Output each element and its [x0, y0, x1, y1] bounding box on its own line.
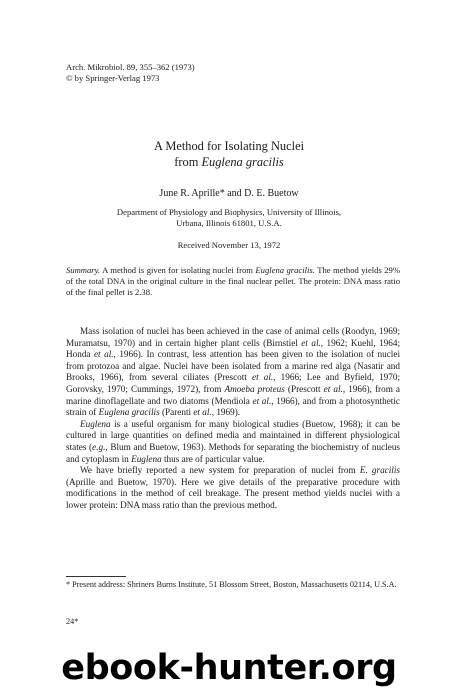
- title-line-2: [0, 154, 458, 170]
- summary-species: Euglena gracilis.: [255, 265, 315, 275]
- paragraph-1: Mass isolation of nuclei has been achieved in the case of animal cells (Roodyn, 1969; Muramatsu, 1970) and in certain higher plant cells (Birnstiel et al., 1962; Kuehl, 1964; Honda et al., 1966). In contrast, less attention has been given to the isolation of nuclei from protozoa and algae. Nuclei have been isolated from a marine red alga (Nasatir and Brooks, 1966), from several ciliates (Prescott et al., 1966; Lee and Byfield, 1970; Gorovsky, 1970; Cummings, 1972), from Amoeba proteus (Prescott et al., 1966), from a marine dinoflagellate and two diatoms (Mendiola et al., 1966), and from a photosynthetic strain of Euglena gracilis (Parenti et al., 1969).: [66, 326, 401, 418]
- page-signature: 24*: [66, 617, 79, 626]
- affiliation-line-2: Urbana, Illinois 61801, U.S.A.: [176, 218, 282, 228]
- copyright-line: © by Springer-Verlag 1973: [66, 73, 160, 83]
- affiliation-line-1: Department of Physiology and Biophysics, University of Illinois,: [116, 207, 342, 217]
- body-text: [66, 326, 400, 512]
- summary-text: A method is given for isolating nuclei from: [100, 265, 256, 275]
- watermark-banner: ebook-hunter.org: [0, 646, 458, 690]
- title-species: Euglena gracilis: [201, 155, 284, 169]
- journal-citation: Arch. Mikrobiol. 89, 355–362 (1973): [66, 62, 195, 72]
- received-date: Received November 13, 1972: [177, 240, 281, 250]
- title-prefix: from: [174, 155, 202, 169]
- summary: [66, 265, 400, 297]
- title-line-1: A Method for Isolating Nuclei: [153, 139, 305, 153]
- summary-text: The method yields 29% of the total DNA in the original culture in the final nuclear pellet. The protein: DNA mass ratio of the final pellet is 2.38.: [66, 265, 400, 297]
- paragraph-2: Euglena is a useful organism for many biological studies (Buetow, 1968); it can be cultured in large quantities on defined media and maintained in different physiological states (e.g., Blum and Buetow, 1963). Methods for separating the biochemistry of nucleus and cytoplasm in Euglena thus are of particular value.: [66, 418, 400, 464]
- paper-title: [0, 138, 458, 170]
- affiliation: [0, 207, 458, 229]
- paragraph-3: We have briefly reported a new system for preparation of nuclei from E. gracilis (Aprille and Buetow, 1970). Here we give details of the preparative procedure with modifications in the method of cell breakage. The present method yields nuclei with a lower protein: DNA mass ratio than the previous method.: [66, 465, 400, 510]
- authors: June R. Aprille* and D. E. Buetow: [159, 188, 299, 199]
- footnote: * Present address: Shriners Burns Institute, 51 Blossom Street, Boston, Massachusetts 02114, U.S.A.: [66, 580, 397, 589]
- summary-label: Summary.: [66, 265, 101, 275]
- footnote-rule: [66, 576, 126, 577]
